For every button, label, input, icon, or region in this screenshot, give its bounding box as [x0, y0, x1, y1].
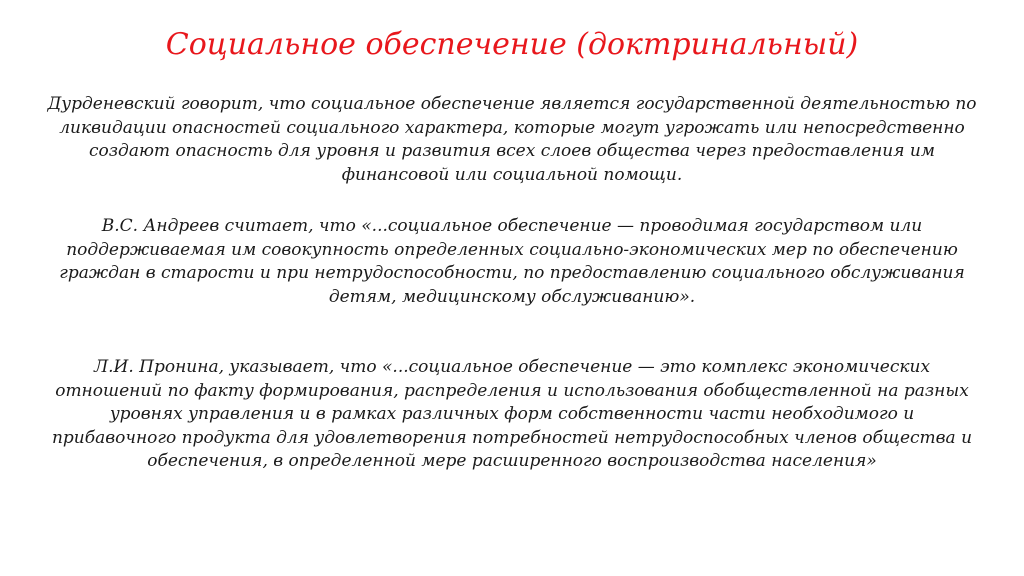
paragraph-andreev [14, 215, 1010, 309]
paragraph-pronina [14, 356, 1010, 474]
paragraph-line: прибавочного продукта для удовлетворения потребностей нетрудоспособных членов общества и [51, 427, 973, 448]
slide-title: Социальное обеспечение (доктринальный) [165, 27, 859, 62]
paragraph-line: уровнях управления и в рамках различных форм собственности части необходимого и [109, 404, 915, 424]
paragraph-line: В.С. Андреев считает, что «...социальное обеспечение — проводимая государством или [101, 216, 923, 236]
paragraph-line: поддерживаемая им совокупность определенных социально-экономических мер по обеспечению [66, 239, 958, 260]
paragraph-line: Дурденевский говорит, что социальное обеспечение является государственной деятельностью по [47, 94, 977, 114]
paragraph-line: создают опасность для уровня и развития всех слоев общества через предоставления им [89, 141, 935, 161]
paragraph-durdenevsky [14, 93, 1010, 187]
paragraph-line: Л.И. Пронина, указывает, что «...социальное обеспечение — это комплекс экономических [93, 357, 931, 377]
paragraph-line: финансовой или социальной помощи. [341, 164, 683, 185]
paragraph-line: обеспечения, в определенной мере расширенного воспроизводства населения» [147, 451, 877, 471]
paragraph-line: детям, медицинскому обслуживанию». [328, 286, 696, 307]
paragraph-line: граждан в старости и при нетрудоспособности, по предоставлению социального обслуживания [59, 263, 965, 283]
paragraph-line: отношений по факту формирования, распределения и использования обобществленной на разных [55, 380, 969, 401]
paragraph-line: ликвидации опасностей социального характера, которые могут угрожать или непосредственно [59, 117, 965, 138]
